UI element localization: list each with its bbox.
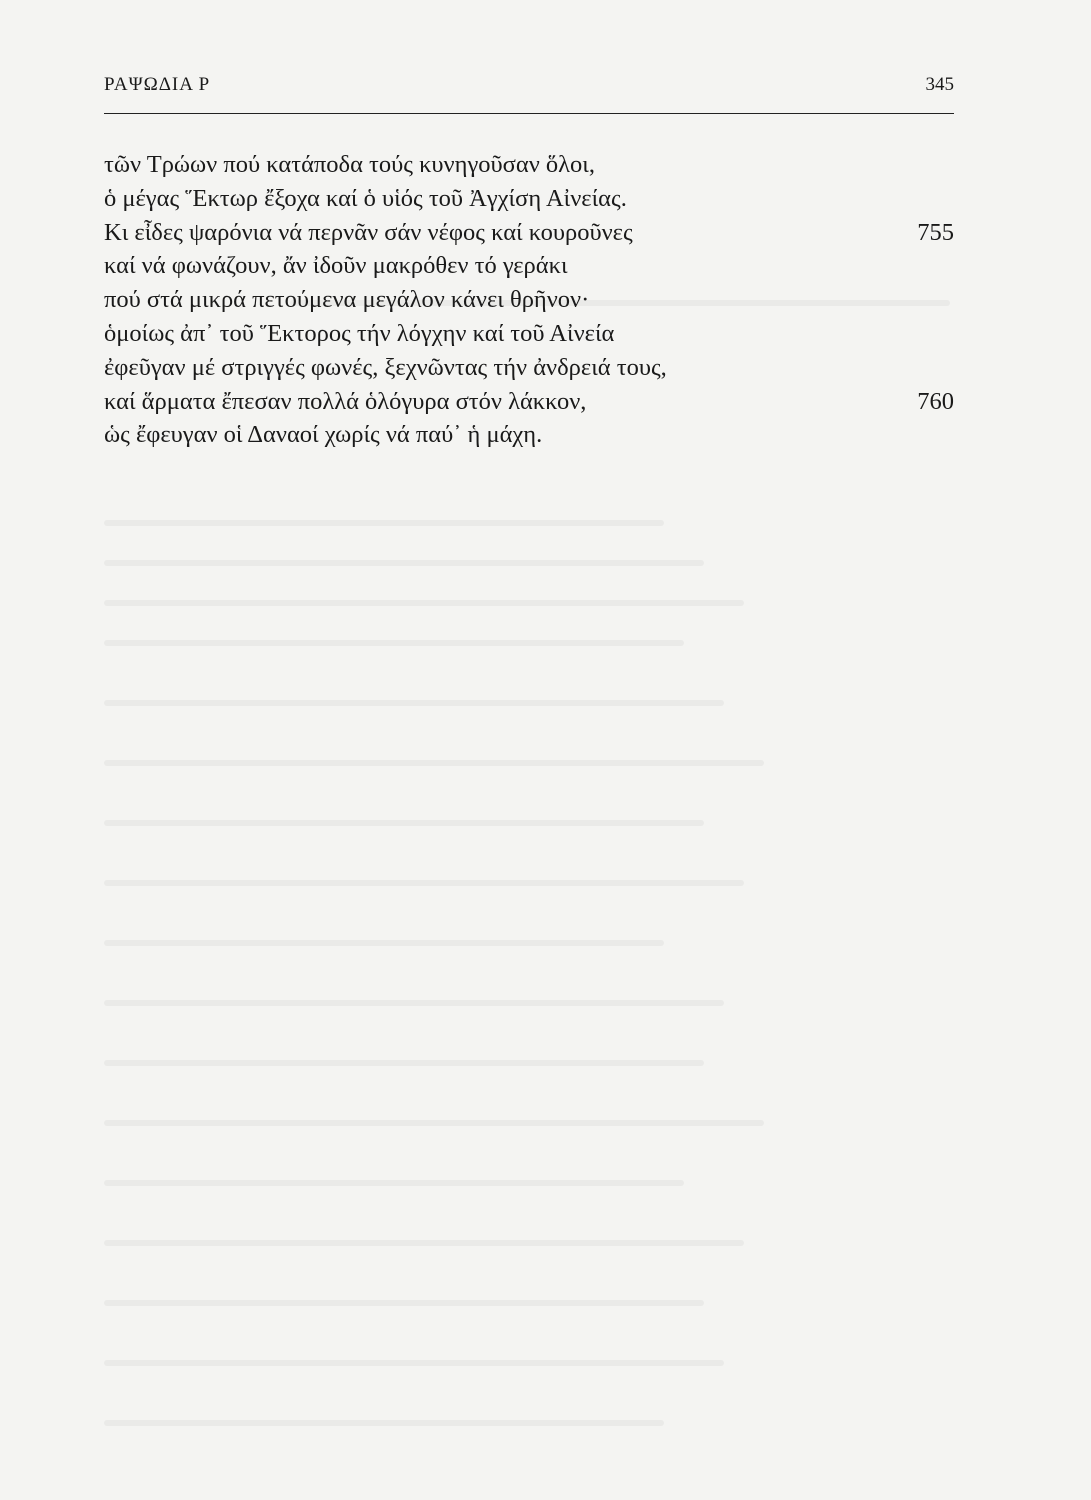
- verse-line: [104, 351, 954, 385]
- verse-line: [104, 317, 954, 351]
- verse-text: τῶν Τρώων πού κατάποδα τούς κυνηγοῦσαν ὅλοι,: [104, 151, 595, 178]
- verse-line: [104, 216, 954, 250]
- verse-text: ὡς ἔφευγαν οἱ Δαναοί χωρίς νά παύ᾽ ἡ μάχη.: [104, 421, 543, 449]
- line-number: 755: [917, 218, 954, 246]
- verse-line: [104, 148, 954, 182]
- verse-block: [104, 148, 954, 452]
- verse-text: Κι εἶδες ψαρόνια νά περνᾶν σάν νέφος καί κουροῦνες: [104, 218, 633, 246]
- verse-line: [104, 418, 954, 452]
- page-number: 345: [925, 74, 954, 95]
- verse-text: καί ἅρματα ἔπεσαν πολλά ὁλόγυρα στόν λάκκον,: [104, 387, 587, 415]
- line-number: 760: [917, 387, 954, 415]
- running-title: ΡΑΨΩΔΙΑ Ρ: [104, 74, 211, 95]
- verse-line: [104, 249, 954, 283]
- running-head: [104, 74, 954, 114]
- verse-text: πού στά μικρά πετούμενα μεγάλον κάνει θρῆνον·: [104, 286, 590, 314]
- verse-line: [104, 385, 954, 419]
- verse-line: [104, 182, 954, 216]
- header-rule: [104, 113, 954, 114]
- verse-text: ὁ μέγας Ἕκτωρ ἔξοχα καί ὁ υἱός τοῦ Ἀγχίση Αἰνείας.: [104, 184, 627, 212]
- verse-text: ὁμοίως ἀπ᾽ τοῦ Ἕκτορος τήν λόγχην καί τοῦ Αἰνεία: [104, 319, 615, 347]
- verse-line: [104, 283, 954, 317]
- verse-text: καί νά φωνάζουν, ἄν ἰδοῦν μακρόθεν τό γεράκι: [104, 252, 568, 280]
- verse-text: ἐφεῦγαν μέ στριγγές φωνές, ξεχνῶντας τήν ἀνδρειά τους,: [104, 353, 667, 381]
